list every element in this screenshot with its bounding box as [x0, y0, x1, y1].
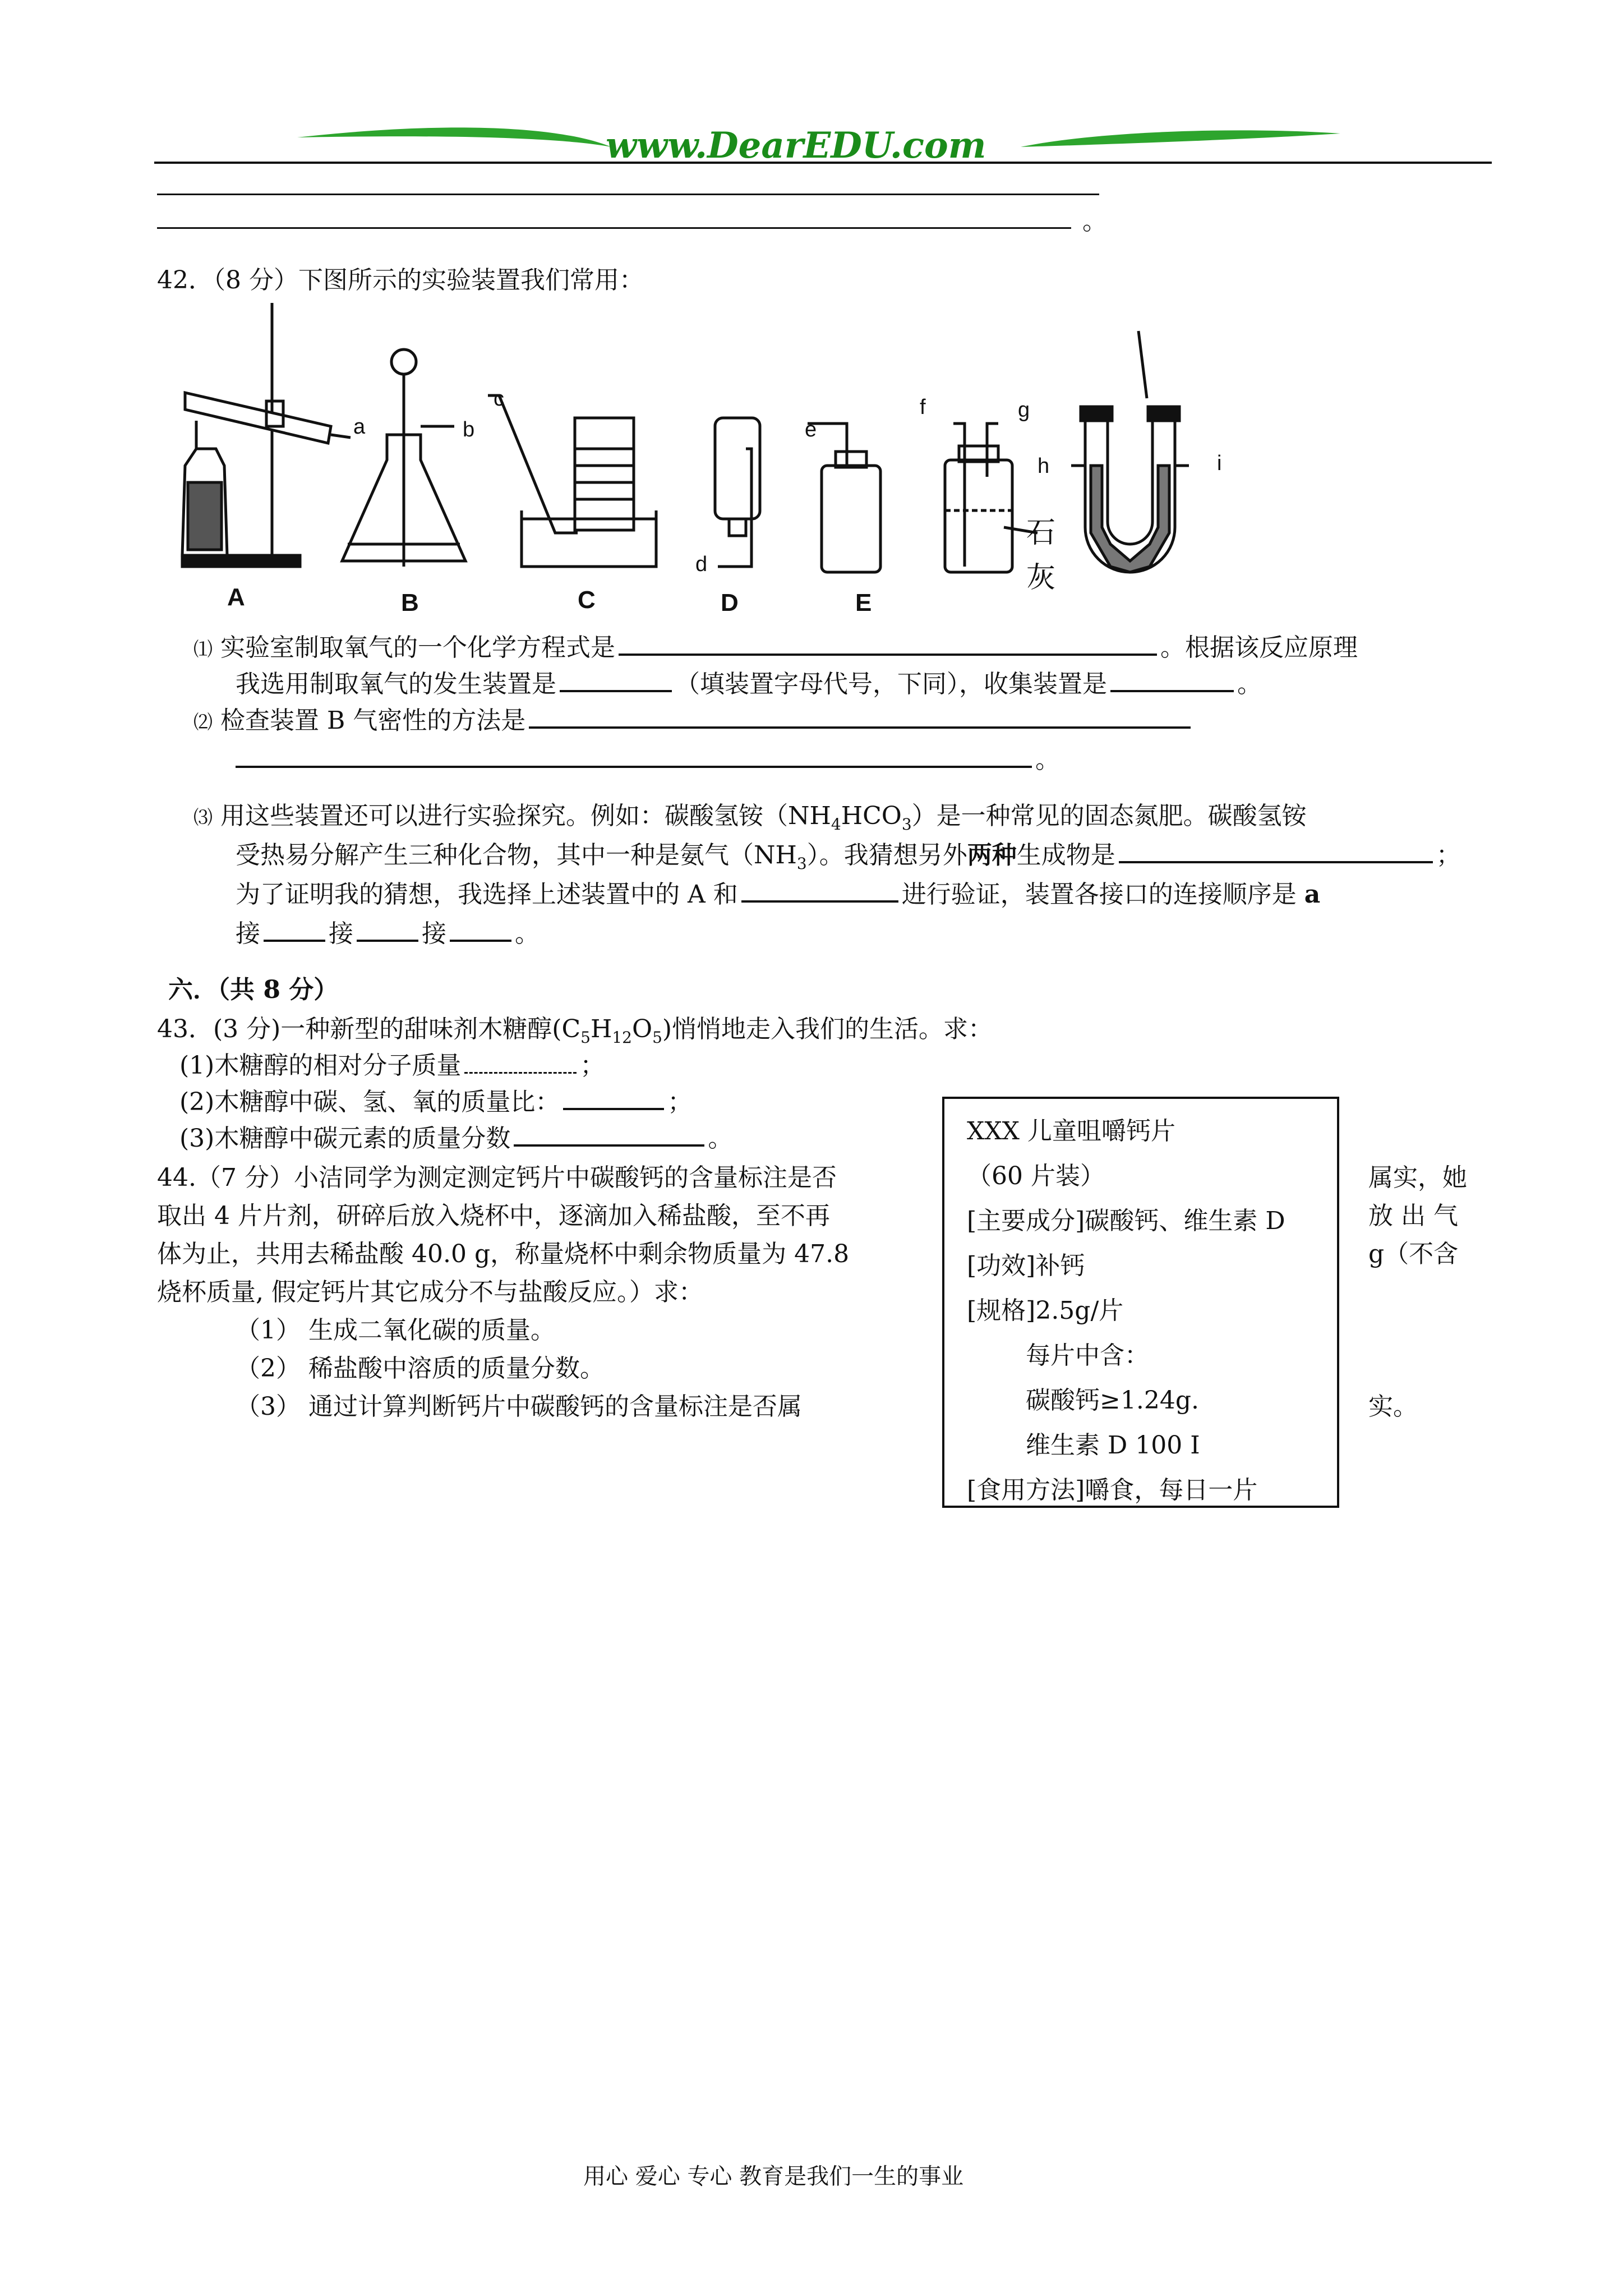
answer-line	[157, 227, 1071, 229]
header-logo-text: www.DearEDU.com	[606, 125, 986, 167]
calcium-tablet-label-box	[942, 1097, 1339, 1508]
q42-part1-line2: 我选用制取氧气的发生装置是 （填装置字母代号，下同），收集装置是 。	[236, 668, 1262, 701]
label-line: 碳酸钙≥1.24g.	[1026, 1386, 1199, 1415]
answer-blank[interactable]	[741, 878, 898, 903]
q44-line3: 体为止，共用去稀盐酸 40.0 g，称量烧杯中剩余物质量为 47.8	[157, 1240, 850, 1268]
q42-part3-line1: ⑶ 用这些装置还可以进行实验探究。例如：碳酸氢铵$(NH_4HCO_3)$是一种常见的固态氮肥。碳酸氢铵	[193, 802, 1307, 834]
q44-line4: 烧杯质量, 假定钙片其它成分不与盐酸反应。）求：	[157, 1278, 703, 1306]
apparatus-label-b: B	[401, 589, 419, 616]
answer-blank[interactable]	[1119, 839, 1433, 863]
answer-blank[interactable]	[357, 917, 418, 942]
q44-line3-right: g（不含	[1368, 1240, 1459, 1268]
q42-part1-line1: ⑴ 实验室制取氧气的一个化学方程式是 。根据该反应原理	[193, 631, 1358, 666]
label-line: [食用方法]嚼食，每日一片	[967, 1476, 1258, 1504]
q44-line1-right: 属实，她	[1368, 1163, 1467, 1192]
stone-label-2: 灰	[1026, 561, 1056, 595]
stone-label-1: 石	[1026, 516, 1056, 550]
q44-sub2: （2） 稀盐酸中溶质的质量分数。	[236, 1354, 605, 1383]
answer-blank[interactable]	[450, 917, 511, 942]
port-e: e	[805, 418, 817, 441]
q42-part2-line2: 。	[236, 743, 1060, 777]
apparatus-label-c: C	[578, 586, 596, 614]
answer-blank[interactable]	[563, 1085, 664, 1110]
label-line: [主要成分]碳酸钙、维生素 D	[967, 1207, 1285, 1235]
answer-line	[157, 194, 1099, 195]
q44-line1: 44.（7 分）小洁同学为测定测定钙片中碳酸钙的含量标注是否	[157, 1163, 837, 1192]
q42-part3-line3: 为了证明我的猜想，我选择上述装置中的 A 和 进行验证，装置各接口的连接顺序是 a	[236, 878, 1320, 912]
answer-blank[interactable]	[464, 1050, 577, 1074]
answer-blank[interactable]	[264, 917, 325, 942]
label-line: [规格]2.5g/片	[967, 1296, 1124, 1325]
port-h: h	[1038, 454, 1050, 478]
q43-item3: (3)木糖醇中碳元素的质量分数 。	[179, 1122, 732, 1156]
label-line: 维生素 D 100 I	[1026, 1431, 1200, 1460]
q43-title: 43．(3 分)一种新型的甜味剂木糖醇$(C_5H_{12}O_5)$悄悄地走入我们的生活。求：	[157, 1015, 993, 1047]
label-line: [功效]补钙	[967, 1251, 1085, 1280]
apparatus-label-e: E	[855, 589, 872, 616]
q43-item1: (1)木糖醇的相对分子质量 ；	[179, 1049, 605, 1083]
q42-title: 42．（8 分）下图所示的实验装置我们常用：	[157, 266, 644, 295]
q42-part2-line1: ⑵ 检查装置 B 气密性的方法是	[193, 704, 1194, 739]
port-c: c	[494, 387, 504, 411]
period: 。	[1082, 207, 1107, 236]
label-line: （60 片装）	[967, 1162, 1105, 1190]
port-b: b	[463, 418, 475, 441]
q44-sub3-right: 实。	[1368, 1392, 1418, 1421]
answer-blank[interactable]	[619, 631, 1157, 656]
answer-blank[interactable]	[236, 743, 1032, 768]
apparatus-label-a: A	[227, 583, 245, 611]
port-i: i	[1217, 452, 1222, 475]
port-a: a	[353, 415, 366, 439]
section6-title: 六．（共 8 分）	[168, 976, 339, 1004]
answer-blank[interactable]	[560, 668, 672, 692]
q44-line2-right: 放 出 气	[1368, 1202, 1458, 1230]
q42-part3-line4: 接 接 接 。	[236, 917, 540, 951]
label-line: XXX 儿童咀嚼钙片	[967, 1117, 1175, 1145]
q44-line2: 取出 4 片片剂，研碎后放入烧杯中，逐滴加入稀盐酸，至不再	[157, 1202, 830, 1230]
q44-sub1: （1） 生成二氧化碳的质量。	[236, 1316, 555, 1345]
answer-blank[interactable]	[1110, 668, 1234, 692]
apparatus-label-d: D	[721, 589, 739, 616]
port-g: g	[1018, 398, 1030, 422]
answer-blank[interactable]	[529, 704, 1191, 729]
footer-text: 用心 爱心 专心 教育是我们一生的事业	[583, 2164, 964, 2189]
q42-part3-line2: 受热易分解产生三种化合物，其中一种是氨气$(NH_3)$。我猜想另外两种生成物是 ；	[236, 839, 1461, 881]
port-f: f	[920, 395, 926, 419]
apparatus-figure	[163, 297, 1284, 611]
answer-blank[interactable]	[514, 1122, 704, 1147]
port-d: d	[695, 553, 708, 576]
label-line: 每片中含：	[1026, 1341, 1149, 1370]
q43-item2: (2)木糖醇中碳、氢、氧的质量比： ；	[179, 1085, 692, 1119]
q44-sub3: （3） 通过计算判断钙片中碳酸钙的含量标注是否属	[236, 1392, 802, 1421]
